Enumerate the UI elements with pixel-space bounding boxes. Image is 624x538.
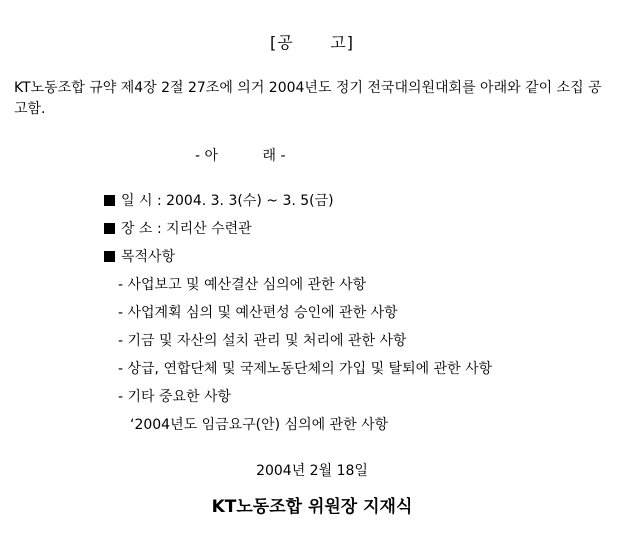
notice-intro: KT노동조합 규약 제4장 2절 27조에 의거 2004년도 정기 전국대의원대회를 아래와 같이 소집 공고함.	[14, 80, 602, 117]
date-row	[104, 190, 604, 218]
issue-date: 2004년 2월 18일	[256, 463, 368, 479]
place-row	[104, 218, 604, 246]
place-text: 장 소 : 지리산 수련관	[121, 221, 252, 237]
purpose-item: - 상급, 연합단체 및 국제노동단체의 가입 및 탈퇴에 관한 사항	[118, 361, 493, 377]
square-bullet-icon	[104, 195, 115, 206]
purpose-item: - 기타 중요한 사항	[118, 389, 232, 405]
date-text: 일 시 : 2004. 3. 3(수) ~ 3. 5(금)	[121, 193, 334, 209]
ahrae-heading: - 아 래 -	[195, 148, 286, 164]
purpose-item: - 사업계획 심의 및 예산편성 승인에 관한 사항	[118, 305, 398, 321]
purpose-heading-row	[104, 246, 604, 274]
purpose-heading: 목적사항	[121, 249, 176, 265]
purpose-extra: ‘2004년도 임금요구(안) 심의에 관한 사항	[130, 417, 389, 433]
signature: KT노동조합 위원장 지재식	[211, 497, 413, 517]
purpose-item: - 사업보고 및 예산결산 심의에 관한 사항	[118, 277, 367, 293]
square-bullet-icon	[104, 251, 115, 262]
square-bullet-icon	[104, 223, 115, 234]
notice-items	[104, 190, 604, 442]
notice-title: [공 고]	[270, 33, 354, 52]
purpose-item: - 기금 및 자산의 설치 관리 및 처리에 관한 사항	[118, 333, 407, 349]
